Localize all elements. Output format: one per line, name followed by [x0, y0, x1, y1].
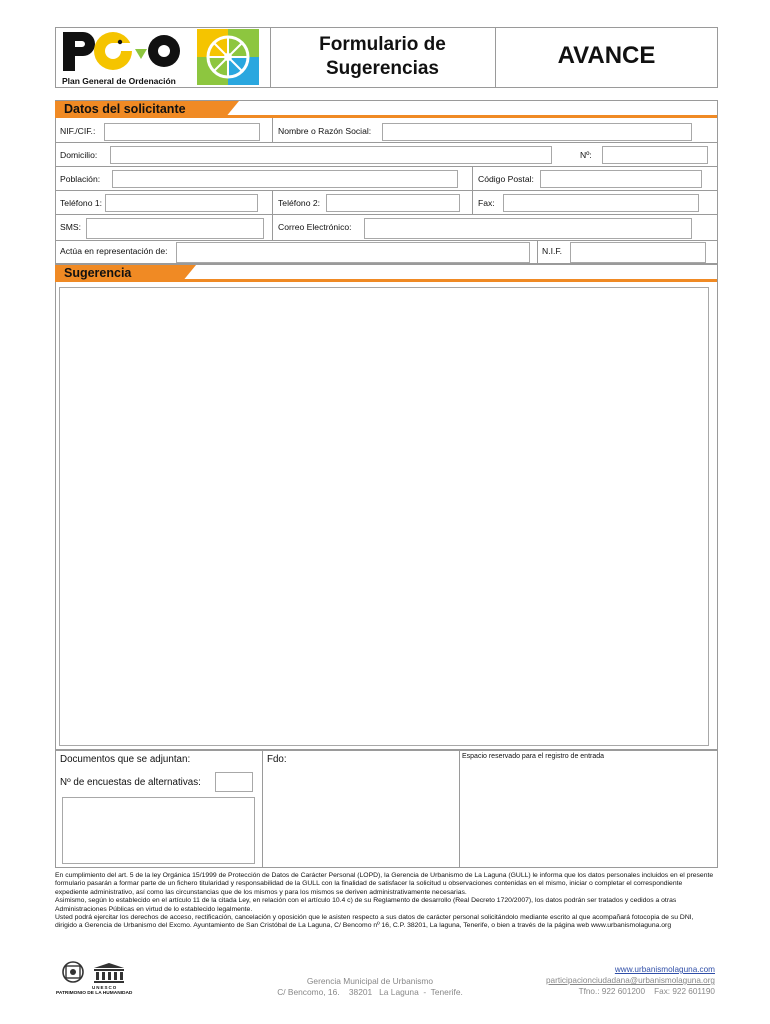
wheel-logo-icon [197, 29, 259, 85]
fax-input[interactable] [503, 194, 699, 212]
phone2-label: Teléfono 2: [278, 198, 321, 208]
rep-nif-input[interactable] [570, 242, 706, 263]
address-label: Domicilio: [60, 150, 98, 160]
org-name: Gerencia Municipal de Urbanismo [306, 976, 434, 986]
nif-input[interactable] [104, 123, 260, 141]
postal-label: Código Postal: [478, 174, 534, 184]
suggestion-section-title: Sugerencia [55, 265, 182, 282]
world-heritage-icon [58, 961, 88, 983]
email-input[interactable] [364, 218, 692, 239]
unesco-logo-icon [92, 962, 126, 984]
email-link[interactable]: participacionciudadana@urbanismolaguna.org [546, 976, 715, 985]
sms-label: SMS: [60, 222, 82, 232]
legal-notice [55, 872, 717, 931]
heritage-caption: PATRIMONIO DE LA HUMANIDAD [56, 991, 133, 996]
applicant-section-title: Datos del solicitante [55, 101, 225, 118]
phone1-label: Teléfono 1: [60, 198, 103, 208]
documents-textarea[interactable] [62, 797, 255, 864]
town-label: Población: [60, 174, 101, 184]
address-input[interactable] [110, 146, 552, 164]
name-input[interactable] [382, 123, 692, 141]
website-link[interactable]: www.urbanismolaguna.com [614, 965, 715, 974]
form-title [270, 33, 495, 81]
town-input[interactable] [112, 170, 458, 188]
postal-input[interactable] [540, 170, 702, 188]
represent-input[interactable] [176, 242, 530, 263]
pgo-logo [61, 29, 181, 75]
unesco-text: UNESCO [92, 985, 118, 990]
phone1-input[interactable] [105, 194, 258, 212]
form-title-line1: Formulario de [319, 34, 446, 55]
stage-label: AVANCE [557, 42, 656, 69]
legal-paragraph: Asimismo, según lo establecido en el artículo 11 de la citada Ley, en relación con el artículo 10.4 c) de su Reglamento de desarrollo (Real Decreto 1720/2007), los datos podrán ser tratados y cedidos a otras Administraciones Públicas en virtud de lo establecido legalmente. [55, 897, 677, 913]
represent-label: Actúa en representación de: [60, 246, 168, 256]
org-address: C/ Bencomo, 16. 38201 La Laguna - Tenerife. [277, 987, 463, 997]
phone2-input[interactable] [326, 194, 460, 212]
surveys-count-input[interactable] [215, 772, 253, 792]
legal-paragraph: Usted podrá ejercitar los derechos de acceso, rectificación, cancelación y oposición que le asisten respecto a sus datos de carácter personal solicitándolo mediante escrito al que acompañará fotocopia de su DNI, dirigido a Gerencia de Urbanismo del Excmo. Ayuntamiento de San Cristóbal de La Laguna, C/ Bencomo nº 16, C.P. 38201, La laguna, Tenerife, o bien a través de la página web www.urbanismolaguna.org [55, 914, 694, 930]
legal-paragraph: En cumplimiento del art. 5 de la ley Orgánica 15/1999 de Protección de Datos de Carácter Personal (LOPD), la Gerencia de Urbanismo de La Laguna (GULL) le informa que los datos personales incluidos en el presente formulario pasarán a formar parte de un fichero titularidad y responsabilidad de la GULL con la finalidad de satisfacer la solicitud u observaciones contenidas en el mismo, iniciar o completar el correspondiente expediente administrativo, así como las circunstancias que de los mismos y para los mismos se deriven administrativamente necesarias. [55, 872, 714, 896]
pgo-logo-subtitle: Plan General de Ordenación [62, 76, 176, 86]
signature-label: Fdo: [267, 754, 287, 765]
rep-nif-label: N.I.F. [542, 246, 563, 256]
phone-info: Tfno.: 922 601200 Fax: 922 601190 [578, 987, 715, 996]
form-title-line2: Sugerencias [326, 58, 439, 79]
name-label: Nombre o Razón Social: [278, 126, 372, 136]
registry-label: Espacio reservado para el registro de entrada [462, 753, 605, 760]
number-input[interactable] [602, 146, 708, 164]
email-label: Correo Electrónico: [278, 222, 352, 232]
fax-label: Fax: [478, 198, 495, 208]
suggestion-textarea[interactable] [59, 287, 709, 746]
nif-label: NIF./CIF.: [60, 126, 96, 136]
documents-label: Documentos que se adjuntan: [60, 754, 191, 765]
surveys-label: Nº de encuestas de alternativas: [60, 777, 201, 788]
sms-input[interactable] [86, 218, 264, 239]
number-label: Nº: [580, 150, 592, 160]
